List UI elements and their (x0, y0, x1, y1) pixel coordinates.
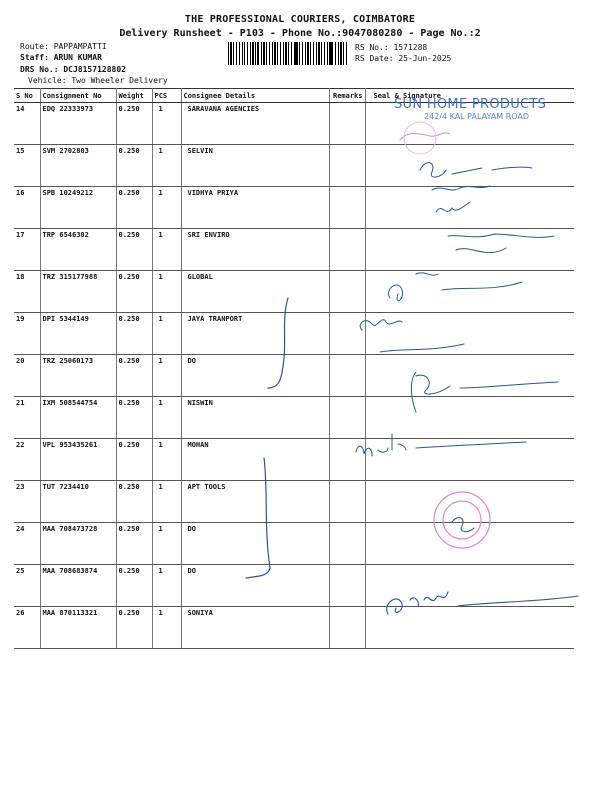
header-seal: Seal & Signature (365, 89, 574, 103)
row-consignment: EDQ 22333973 (40, 103, 116, 145)
row-sno: 23 (14, 481, 40, 523)
row-seal (365, 439, 574, 481)
barcode (228, 42, 348, 65)
row-consignment: TRZ 25060173 (40, 355, 116, 397)
row-consignment: VPL 953435261 (40, 439, 116, 481)
row-consignee: JAYA TRANPORT (181, 313, 329, 355)
row-weight: 0.250 (116, 397, 152, 439)
row-sno: 19 (14, 313, 40, 355)
row-consignee: APT TOOLS (181, 481, 329, 523)
table-row (14, 565, 574, 607)
row-remarks (329, 523, 365, 565)
table-row (14, 187, 574, 229)
row-consignment: IXM 508544754 (40, 397, 116, 439)
row-pcs: 1 (152, 523, 181, 565)
row-consignee: VIDHYA PRIYA (181, 187, 329, 229)
row-remarks (329, 103, 365, 145)
row-consignee: SARAVANA AGENCIES (181, 103, 329, 145)
row-pcs: 1 (152, 439, 181, 481)
table-row (14, 481, 574, 523)
row-sno: 18 (14, 271, 40, 313)
row-sno: 24 (14, 523, 40, 565)
company-title: THE PROFESSIONAL COURIERS, COIMBATORE (184, 14, 416, 25)
row-pcs: 1 (152, 187, 181, 229)
row-pcs: 1 (152, 397, 181, 439)
row-seal (365, 271, 574, 313)
stamp-address: 242/4 KAL PALAYAM ROAD (424, 112, 529, 121)
row-consignment: DPI 5344149 (40, 313, 116, 355)
row-weight: 0.250 (116, 523, 152, 565)
row-weight: 0.250 (116, 187, 152, 229)
row-sno: 14 (14, 103, 40, 145)
row-sno: 15 (14, 145, 40, 187)
staff-label: Staff: ARUN KUMAR (20, 53, 102, 62)
row-seal (365, 481, 574, 523)
row-remarks (329, 355, 365, 397)
row-consignment: MAA 708683874 (40, 565, 116, 607)
row-consignment: TUT 7234410 (40, 481, 116, 523)
row-sno: 20 (14, 355, 40, 397)
row-remarks (329, 229, 365, 271)
row-consignee: GLOBAL (181, 271, 329, 313)
row-consignment: TRZ 315177988 (40, 271, 116, 313)
row-consignee: SELVIN (181, 145, 329, 187)
row-seal (365, 355, 574, 397)
row-weight: 0.250 (116, 481, 152, 523)
row-consignee: DO (181, 523, 329, 565)
row-consignment: TRP 6546302 (40, 229, 116, 271)
row-consignment: SPB 10249212 (40, 187, 116, 229)
row-seal (365, 397, 574, 439)
row-remarks (329, 187, 365, 229)
row-remarks (329, 145, 365, 187)
row-pcs: 1 (152, 607, 181, 649)
row-sno: 21 (14, 397, 40, 439)
header-sno: S No (14, 89, 40, 103)
route-label: Route: PAPPAMPATTI (20, 42, 107, 51)
row-seal (365, 523, 574, 565)
row-consignment: MAA 708473728 (40, 523, 116, 565)
row-consignee: SONIYA (181, 607, 329, 649)
table-row (14, 313, 574, 355)
row-seal (365, 145, 574, 187)
table-row (14, 523, 574, 565)
header-pcs: PCS (152, 89, 181, 103)
row-consignee: SRI ENVIRO (181, 229, 329, 271)
row-weight: 0.250 (116, 103, 152, 145)
row-pcs: 1 (152, 313, 181, 355)
table-row (14, 397, 574, 439)
runsheet-subtitle: Delivery Runsheet - P103 - Phone No.:9047080280 - Page No.:2 (119, 28, 481, 39)
row-pcs: 1 (152, 103, 181, 145)
row-seal (365, 607, 574, 649)
row-consignment: MAA 870113321 (40, 607, 116, 649)
drs-label: DRS No.: DCJ8157128802 (20, 65, 126, 74)
row-weight: 0.250 (116, 607, 152, 649)
row-remarks (329, 271, 365, 313)
table-row (14, 271, 574, 313)
table-row (14, 439, 574, 481)
row-seal (365, 565, 574, 607)
table-row (14, 145, 574, 187)
row-remarks (329, 313, 365, 355)
header-consignment: Consignment No (40, 89, 116, 103)
row-remarks (329, 439, 365, 481)
row-weight: 0.250 (116, 439, 152, 481)
row-seal (365, 187, 574, 229)
row-weight: 0.250 (116, 271, 152, 313)
row-pcs: 1 (152, 565, 181, 607)
header-weight: Weight (116, 89, 152, 103)
row-weight: 0.250 (116, 145, 152, 187)
table-row (14, 607, 574, 649)
row-consignee: DO (181, 565, 329, 607)
row-pcs: 1 (152, 481, 181, 523)
rs-date: RS Date: 25-Jun-2025 (355, 54, 452, 63)
rs-number: RS No.: 1571288 (355, 43, 428, 52)
row-pcs: 1 (152, 229, 181, 271)
vehicle-label: Vehicle: Two Wheeler Delivery (28, 76, 168, 85)
row-remarks (329, 397, 365, 439)
row-seal (365, 229, 574, 271)
row-sno: 26 (14, 607, 40, 649)
row-remarks (329, 481, 365, 523)
row-sno: 25 (14, 565, 40, 607)
row-weight: 0.250 (116, 229, 152, 271)
table-row (14, 229, 574, 271)
row-weight: 0.250 (116, 355, 152, 397)
row-consignee: MOHAN (181, 439, 329, 481)
row-sno: 16 (14, 187, 40, 229)
header-remarks: Remarks (329, 89, 365, 103)
row-weight: 0.250 (116, 565, 152, 607)
row-consignment: SVM 2702803 (40, 145, 116, 187)
row-remarks (329, 565, 365, 607)
row-weight: 0.250 (116, 313, 152, 355)
row-remarks (329, 607, 365, 649)
runsheet-table (14, 88, 574, 649)
row-pcs: 1 (152, 145, 181, 187)
header-consignee: Consignee Details (181, 89, 329, 103)
row-sno: 22 (14, 439, 40, 481)
row-consignee: NISWIN (181, 397, 329, 439)
row-pcs: 1 (152, 271, 181, 313)
stamp-company-name: SUN HOME PRODUCTS (394, 97, 547, 112)
row-pcs: 1 (152, 355, 181, 397)
row-seal (365, 313, 574, 355)
row-consignee: DO (181, 355, 329, 397)
row-sno: 17 (14, 229, 40, 271)
table-row (14, 355, 574, 397)
